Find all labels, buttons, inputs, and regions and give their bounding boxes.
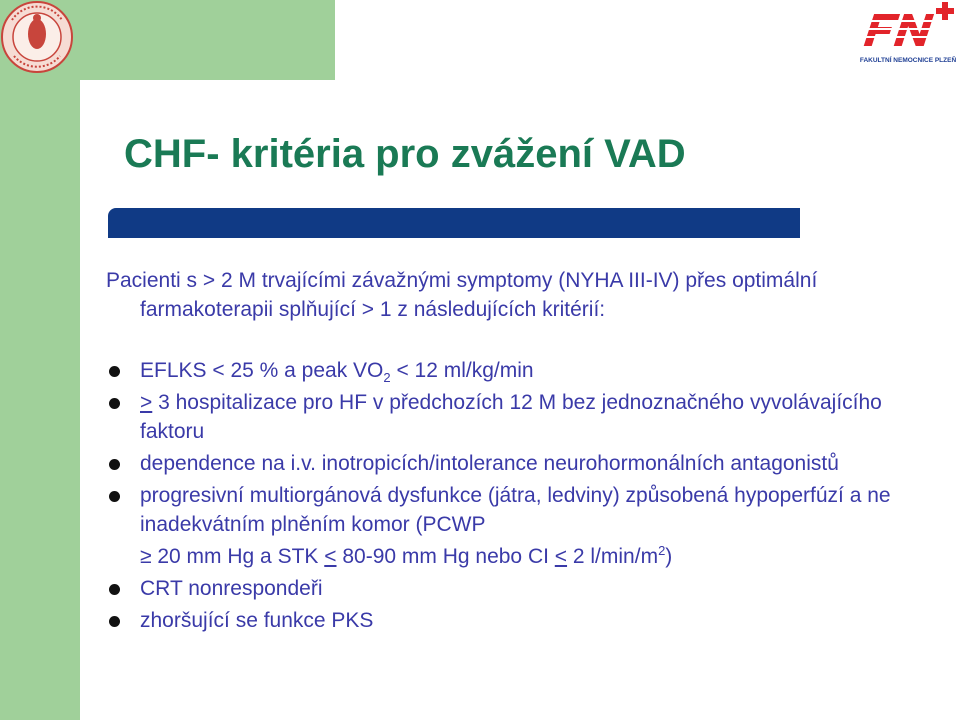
list-item: > 3 hospitalizace pro HF v předchozích 12 M bez jednoznačného vyvolávajícího faktoru	[106, 388, 946, 446]
list-item: progresivní multiorgánová dysfunkce (játra, ledviny) způsobená hypoperfúzí a ne inadekvátním plněním komor (PCWP	[106, 481, 946, 539]
bullet-icon	[109, 616, 120, 627]
slide-body	[106, 266, 946, 638]
bullet-icon	[109, 584, 120, 595]
list-item-continuation: ≥ 20 mm Hg a STK < 80-90 mm Hg nebo CI < 2 $l/\min/m^2$)	[140, 543, 673, 568]
list-item: EFLKS < 25 % a peak $VO_2 < 12$ ml/kg/min	[106, 356, 946, 385]
list-item: zhoršující se funkce PKS	[106, 606, 946, 635]
green-band-left	[0, 0, 80, 720]
slide-title: CHF- kritéria pro zvážení VAD	[124, 132, 686, 176]
list-item: CRT nonrespondeři	[106, 574, 946, 603]
intro-paragraph: Pacienti s > 2 M trvajícími závažnými symptomy (NYHA III-IV) přes optimální farmakoterapii splňující > 1 z následujících kritérií:	[106, 269, 818, 321]
fn-logo-caption: FAKULTNÍ NEMOCNICE PLZEŇ	[859, 57, 957, 64]
bullet-icon	[109, 366, 120, 377]
fn-plzen-logo	[856, 2, 960, 66]
title-underline-bar	[108, 208, 800, 238]
bullet-icon	[109, 398, 120, 409]
faculty-seal-logo	[0, 0, 74, 74]
criteria-list	[106, 356, 946, 635]
bullet-icon	[109, 491, 120, 502]
list-item: dependence na i.v. inotropicích/intolerance neurohormonálních antagonistů	[106, 449, 946, 478]
bullet-icon	[109, 459, 120, 470]
